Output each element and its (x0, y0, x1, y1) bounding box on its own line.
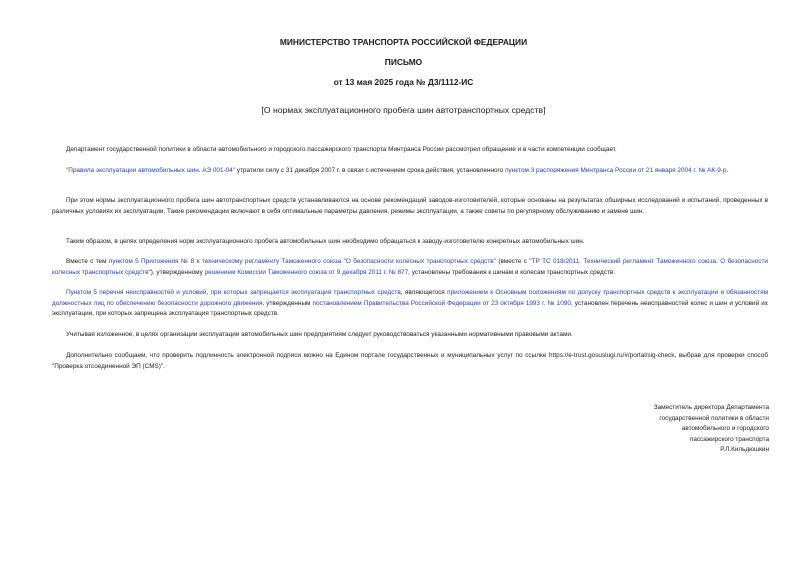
document-type-heading: ПИСЬМО (384, 57, 423, 67)
signature-position-line-4: пассажирского транспорта (689, 435, 769, 443)
paragraph-6-text-1: , являющегося (400, 289, 448, 296)
paragraph-5-text-1: Вместе с тем (66, 258, 109, 265)
paragraph-5-text-4: , установлены требования к шинам и колесам транспортных средств. (408, 268, 616, 276)
paragraph-8: Дополнительно сообщаем, что проверить подлинность электронной подписи можно на Едином портале государственных и муниципальных услуг по ссылке https://e-trust.gosuslugi.ru/#/portal/sig-check, выбрав для проверки способ "Проверка отсоединенной ЭП (CMS)". (52, 352, 768, 370)
date-number-heading: от 13 мая 2025 года № Д3/1112-ИС (333, 77, 474, 87)
link-basic-provisions-annex[interactable]: приложением к Основным положениям по допуску транспортных средств к эксплуатации и обязанностям должностных лиц по обеспечению безопасности дорожного движения (52, 289, 768, 307)
signature-position-line-3: автомобильного и городского (681, 425, 769, 432)
paragraph-3: При этом нормы эксплуатационного пробега шин автотранспортных средств устанавливаются на основе рекомендаций заводов-изготовителей, которые основаны на результатах обширных исследований и испытаний, проведенных в различных условиях их эксплуатации. Такие рекомендации включают в себя оптимальные параметры давления, режимы эксплуатации, а также советы по регулярному обслуживанию и замене шин. (52, 197, 768, 215)
link-tr-ts-018-2011[interactable]: ТР ТС 018/2011. Технический регламент Таможенного союза. О безопасности колесных транспортных средств (52, 258, 768, 276)
paragraph-4: Таким образом, в целях определения норм эксплуатационного пробега автомобильных шин необходимо обращаться к заводу-изготовителю конкретных автомобильных шин. (66, 238, 585, 245)
link-order-ak-9-r[interactable]: пунктом 3 распоряжения Минтранса России от 21 января 2004 г. № АК-9-р (505, 167, 727, 174)
ministry-heading: МИНИСТЕРСТВО ТРАНСПОРТА РОССИЙСКОЙ ФЕДЕРАЦИИ (279, 37, 528, 47)
link-resolution-1090[interactable]: постановлением Правительства Российской Федерации от 23 октября 1993 г. № 1090 (312, 299, 571, 307)
link-decision-877[interactable]: решением Комиссии Таможенного союза от 9 декабря 2011 г. № 877 (204, 268, 409, 276)
signature-position-line-2: государственной политики в области (659, 414, 769, 422)
paragraph-2-text-1: утратили силу с 31 декабря 2007 г. в связи с истечением срока действия, установленного (235, 167, 506, 174)
paragraph-6-text-3: , установлен перечень неисправностей колес и шин и условий их эксплуатации, при которых запрещена эксплуатация транспортных средств. (52, 299, 769, 317)
signature-name: Р.Л.Кильдюшкин (720, 446, 769, 453)
paragraph-2 (52, 166, 768, 177)
link-annex-8-point-5[interactable]: пунктом 5 Приложения № 8 к техническому регламенту Таможенного союза "О безопасности колесных транспортных средств" (108, 258, 496, 265)
paragraph-7: Учитывая изложенное, в целях организации эксплуатации автомобильных шин предприятиям следует руководствоваться указанными нормативными правовыми актами. (66, 331, 573, 338)
paragraph-6-text-2: , утвержденным (262, 299, 313, 307)
paragraph-6 (52, 288, 768, 320)
signature-position-line-1: Заместитель директора Департамента (653, 404, 769, 411)
paragraph-5-text-3: "), утвержденному (148, 268, 205, 276)
document-title: [О нормах эксплуатационного пробега шин автотранспортных средств] (261, 105, 546, 115)
paragraph-5-text-2: (вместе с " (495, 258, 532, 265)
link-tire-rules[interactable]: "Правила эксплуатации автомобильных шин. АЭ 001-04" (66, 167, 236, 174)
paragraph-1: Департамент государственной политики в области автомобильного и городского пассажирского транспорта Минтранса России рассмотрел обращение и в части компетенции сообщает. (66, 146, 617, 153)
link-malfunctions-list-point-5[interactable]: Пунктом 5 перечня неисправностей и условий, при которых запрещается эксплуатация транспортных средств (66, 289, 401, 296)
paragraph-5 (52, 257, 768, 278)
signature-block (589, 403, 769, 456)
paragraph-2-text-2: . (726, 167, 729, 174)
